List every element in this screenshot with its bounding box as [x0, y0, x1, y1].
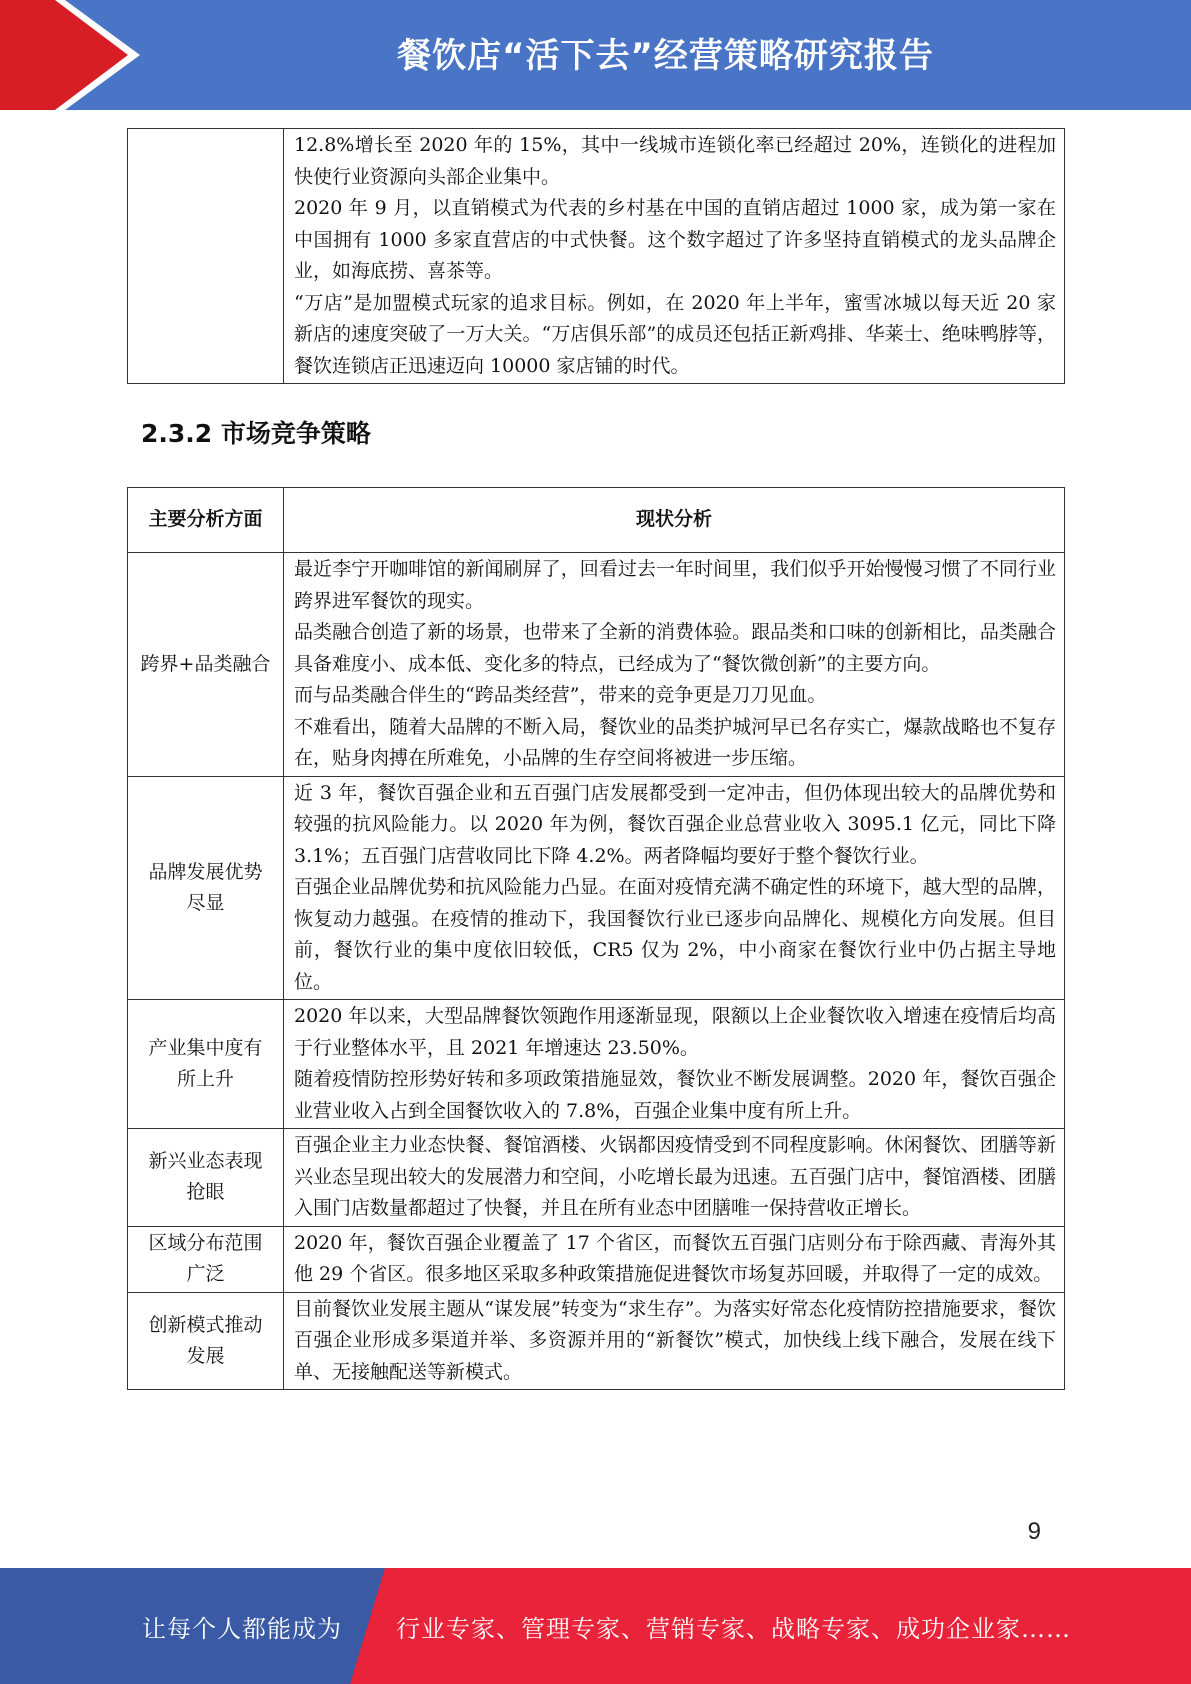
aspect-cell: 产业集中度有所上升	[128, 1000, 284, 1129]
paragraph: 目前餐饮业发展主题从“谋发展”转变为“求生存”。为落实好常态化疫情防控措施要求，餐饮百强企业形成多渠道并举、多资源并用的“新餐饮”模式，加快线上线下融合，发展在线下单、无接触配送等新模式。	[294, 1297, 1056, 1383]
paragraph: 不难看出，随着大品牌的不断入局，餐饮业的品类护城河早已名存实亡，爆款战略也不复存在，贴身肉搏在所难免，小品牌的生存空间将被进一步压缩。	[294, 715, 1056, 769]
paragraph: 2020 年 9 月，以直销模式为代表的乡村基在中国的直销店超过 1000 家，成为第一家在中国拥有 1000 多家直营店的中式快餐。这个数字超过了许多坚持直销模式的龙头品牌企业，如海底捞、喜茶等。	[294, 197, 1056, 282]
paragraph: 近 3 年，餐饮百强企业和五百强门店发展都受到一定冲击，但仍体现出较大的品牌优势和较强的抗风险能力。以 2020 年为例，餐饮百强企业总营业收入 3095.1 亿元，同比下降 3.1%；五百强门店营收同比下降 4.2%。两者降幅均要好于整个餐饮行业。	[294, 781, 1056, 867]
analysis-cell	[284, 1226, 1065, 1292]
paragraph: 品类融合创造了新的场景，也带来了全新的消费体验。跟品类和口味的创新相比，品类融合具备难度小、成本低、变化多的特点，已经成为了“餐饮微创新”的主要方向。	[294, 621, 1056, 675]
column-header-aspect: 主要分析方面	[128, 488, 284, 553]
analysis-cell	[284, 553, 1065, 777]
paragraph: 2020 年，餐饮百强企业覆盖了 17 个省区，而餐饮五百强门店则分布于除西藏、青海外其他 29 个省区。很多地区采取多种政策措施促进餐饮市场复苏回暖，并取得了一定的成效。	[294, 1231, 1056, 1285]
paragraph: 百强企业品牌优势和抗风险能力凸显。在面对疫情充满不确定性的环境下，越大型的品牌，恢复动力越强。在疫情的推动下，我国餐饮行业已逐步向品牌化、规模化方向发展。但目前，餐饮行业的集中度依旧较低，CR5 仅为 2%，中小商家在餐饮行业中仍占据主导地位。	[294, 876, 1056, 993]
footer-slogan-right: 行业专家、管理专家、营销专家、战略专家、成功企业家……	[396, 1615, 1071, 1643]
section-heading: 2.3.2 市场竞争策略	[141, 419, 371, 448]
column-header-analysis: 现状分析	[284, 488, 1065, 553]
table-header-row	[128, 488, 1065, 553]
report-title: 餐饮店“活下去”经营策略研究报告	[397, 36, 934, 76]
footer-banner	[0, 1568, 1191, 1684]
aspect-cell: 新兴业态表现抢眼	[128, 1129, 284, 1227]
table-row	[128, 129, 1065, 384]
table-row	[128, 553, 1065, 777]
analysis-cell	[284, 1129, 1065, 1227]
analysis-cell	[284, 1292, 1065, 1390]
page-number: 9	[1027, 1518, 1041, 1545]
paragraph: 最近李宁开咖啡馆的新闻刷屏了，回看过去一年时间里，我们似乎开始慢慢习惯了不同行业跨界进军餐饮的现实。	[294, 558, 1056, 612]
analysis-cell	[284, 129, 1065, 384]
table-row	[128, 1129, 1065, 1227]
paragraph: 随着疫情防控形势好转和多项政策措施显效，餐饮业不断发展调整。2020 年，餐饮百强企业营业收入占到全国餐饮收入的 7.8%，百强企业集中度有所上升。	[294, 1068, 1056, 1122]
analysis-cell	[284, 776, 1065, 1000]
footer-slogan-left: 让每个人都能成为	[142, 1615, 342, 1643]
paragraph: 百强企业主力业态快餐、餐馆酒楼、火锅都因疫情受到不同程度影响。休闲餐饮、团膳等新兴业态呈现出较大的发展潜力和空间，小吃增长最为迅速。五百强门店中，餐馆酒楼、团膳入围门店数量都超过了快餐，并且在所有业态中团膳唯一保持营收正增长。	[294, 1134, 1056, 1219]
paragraph: “万店”是加盟模式玩家的追求目标。例如，在 2020 年上半年，蜜雪冰城以每天近 20 家新店的速度突破了一万大关。“万店俱乐部”的成员还包括正新鸡排、华莱士、绝味鸭脖等，餐饮连锁店正迅速迈向 10000 家店铺的时代。	[294, 291, 1056, 377]
analysis-cell	[284, 1000, 1065, 1129]
table-row	[128, 1292, 1065, 1390]
aspect-cell: 品牌发展优势尽显	[128, 776, 284, 1000]
continued-table	[127, 128, 1065, 384]
aspect-cell: 区域分布范围广泛	[128, 1226, 284, 1292]
table-row	[128, 1000, 1065, 1129]
header-banner	[0, 0, 1191, 110]
analysis-table	[127, 487, 1065, 1390]
aspect-cell: 创新模式推动发展	[128, 1292, 284, 1390]
paragraph: 12.8%增长至 2020 年的 15%，其中一线城市连锁化率已经超过 20%，连锁化的进程加快使行业资源向头部企业集中。	[294, 134, 1056, 188]
table-row	[128, 776, 1065, 1000]
table-row	[128, 1226, 1065, 1292]
empty-aspect-cell	[128, 129, 284, 384]
aspect-cell: 跨界+品类融合	[128, 553, 284, 777]
paragraph: 2020 年以来，大型品牌餐饮领跑作用逐渐显现，限额以上企业餐饮收入增速在疫情后均高于行业整体水平，且 2021 年增速达 23.50%。	[294, 1005, 1056, 1059]
paragraph: 而与品类融合伴生的“跨品类经营”，带来的竞争更是刀刀见血。	[294, 684, 827, 706]
